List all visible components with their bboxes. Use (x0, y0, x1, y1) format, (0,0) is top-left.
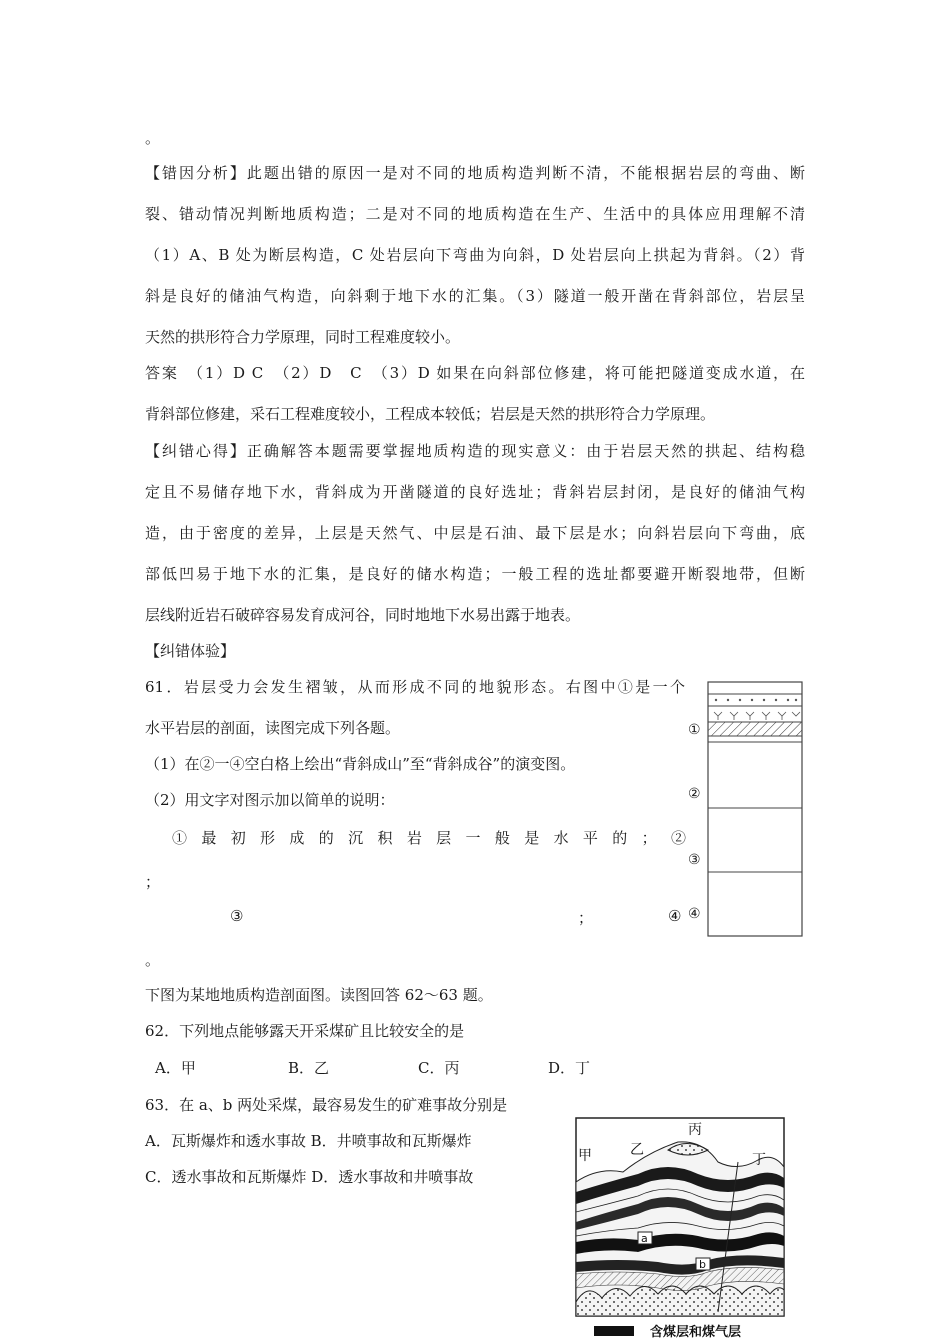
text-line: 部低凹易于地下水的汇集，是良好的储水构造；一般工程的选址都要避开断裂地带，但断 (145, 565, 805, 583)
label-ding: 丁 (752, 1152, 766, 1168)
question-63-options-cd: C．透水事故和瓦斯爆炸 D．透水事故和井喷事故 (145, 1168, 474, 1186)
answer-blank-4: ④ (668, 907, 682, 925)
text-line: 斜是良好的储油气构造，向斜剩于地下水的汇集。（3）隧道一般开凿在背斜部位，岩层呈 (145, 287, 805, 305)
label-2: ② (688, 786, 701, 802)
text-line: 。 (145, 129, 161, 147)
answer-blank-line: ①最初形成的沉积岩层一般是水平的；② (172, 829, 686, 847)
text-line: 层线附近岩石破碎容易发育成河谷，同时地地下水易出露于地表。 (145, 606, 581, 624)
text-line: 水平岩层的剖面，读图完成下列各题。 (145, 719, 401, 737)
label-bing: 丙 (688, 1122, 702, 1138)
strata-figure (684, 678, 810, 940)
question-62: 62．下列地点能够露天开采煤矿且比较安全的是 (145, 1022, 465, 1040)
answer-blank-3: ③ (230, 907, 244, 925)
question-61-part2: （2）用文字对图示加以简单的说明： (145, 791, 395, 809)
text-line: （1）A、B 处为断层构造，C 处岩层向下弯曲为向斜，D 处岩层向上拱起为背斜。（2）背 (145, 246, 805, 264)
section-heading: 【纠错体验】 (145, 642, 236, 660)
question-63-options-ab: A．瓦斯爆炸和透水事故 B．井喷事故和瓦斯爆炸 (145, 1132, 472, 1150)
text-line: 【错因分析】此题出错的原因一是对不同的地质构造判断不清，不能根据岩层的弯曲、断 (145, 164, 805, 182)
label-b: b (699, 1258, 706, 1271)
question-63: 63．在 a、b 两处采煤，最容易发生的矿难事故分别是 (145, 1096, 508, 1114)
legend-swatch (594, 1326, 634, 1336)
option-d: D．丁 (548, 1059, 591, 1077)
answer-line: 答案 （1）D C （2）D C （3）D 如果在向斜部位修建，将可能把隧道变成水道，在 (145, 364, 805, 382)
text-line: 造，由于密度的差异，上层是天然气、中层是石油、最下层是水；向斜岩层向下弯曲，底 (145, 524, 805, 542)
strata-column-outline (708, 682, 802, 936)
text-line: ； (578, 909, 594, 927)
text-line: 定且不易储存地下水，背斜成为开凿隧道的良好选址；背斜岩层封闭，是良好的储油气构 (145, 483, 805, 501)
option-a: A．甲 (155, 1059, 196, 1077)
grid-dividers (708, 742, 802, 872)
label-4: ④ (688, 906, 701, 922)
option-b: B．乙 (288, 1059, 330, 1077)
geologic-section-figure (568, 1112, 800, 1342)
label-a: a (641, 1232, 648, 1245)
text-line: ； (145, 873, 161, 891)
legend-label: 含煤层和煤气层 (650, 1325, 742, 1340)
legend (594, 1324, 741, 1340)
label-1: ① (688, 722, 701, 738)
question-61: 61．岩层受力会发生褶皱，从而形成不同的地貌形态。右图中①是一个 (145, 678, 685, 696)
label-jia: 甲 (578, 1148, 592, 1164)
text-line: 。 (145, 951, 161, 969)
text-line: 裂、错动情况判断地质构造；二是对不同的地质构造在生产、生活中的具体应用理解不清 (145, 205, 805, 223)
label-3: ③ (688, 852, 701, 868)
text-line: 下图为某地地质构造剖面图。读图回答 62～63 题。 (145, 986, 493, 1004)
text-line: 【纠错心得】正确解答本题需要掌握地质构造的现实意义：由于岩层天然的拱起、结构稳 (145, 442, 805, 460)
option-c: C．丙 (418, 1059, 460, 1077)
label-yi: 乙 (630, 1142, 644, 1158)
text-line: 背斜部位修建，采石工程难度较小，工程成本较低；岩层是天然的拱形符合力学原理。 (145, 405, 716, 423)
text-line: 天然的拱形符合力学原理，同时工程难度较小。 (145, 328, 461, 346)
horizontal-strata (708, 694, 802, 736)
question-61-part1: （1）在②一④空白格上绘出“背斜成山”至“背斜成谷”的演变图。 (145, 755, 576, 773)
